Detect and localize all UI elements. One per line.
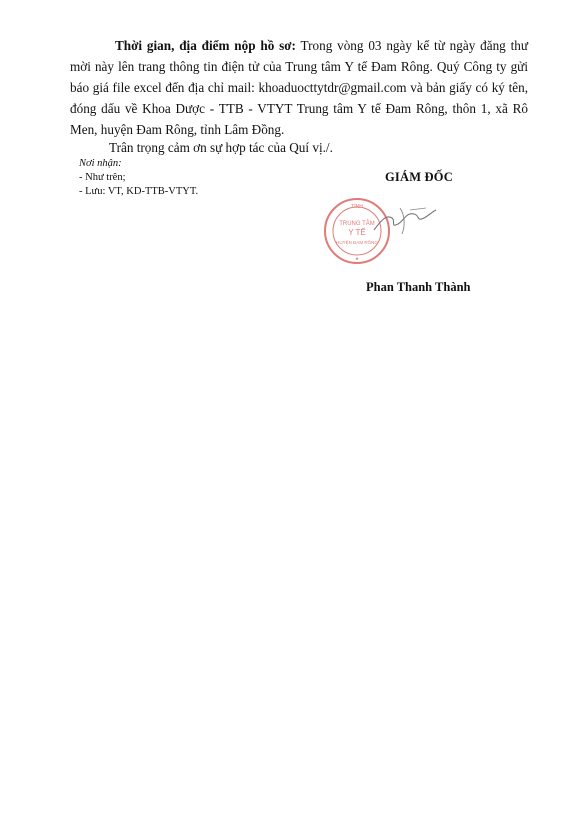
- thanks-line: Trân trọng cảm ơn sự hợp tác của Quí vị./.: [109, 140, 333, 155]
- recipient-item: - Lưu: VT, KD-TTB-VTYT.: [79, 186, 199, 197]
- para-body: Trong vòng 03 ngày kể từ ngày đăng thư mời này lên trang thông tin điện tử của Trung tâm Y tế Đam Rông. Quý Công ty gửi báo giá file excel đến địa chỉ mail: khoaduocttytdr@gmail.com và bản giấy có ký tên, đóng dấu về Khoa Dược - TTB - VTYT Trung tâm Y tế Đam Rông, thôn 1, xã Rô Men, huyện Đam Rông, tỉnh Lâm Đồng.: [70, 38, 528, 137]
- recipient-item: - Như trên;: [79, 172, 126, 183]
- submission-paragraph: [70, 35, 528, 140]
- svg-text:TỈNH: TỈNH: [351, 204, 363, 210]
- position-title: GIÁM ĐỐC: [385, 170, 453, 184]
- para-heading: Thời gian, địa điểm nộp hồ sơ:: [115, 38, 296, 53]
- svg-text:HUYỆN ĐAM RÔNG: HUYỆN ĐAM RÔNG: [336, 240, 378, 245]
- signature-icon: [370, 200, 440, 240]
- signer-name: Phan Thanh Thành: [366, 280, 471, 294]
- svg-text:Y TẾ: Y TẾ: [348, 228, 366, 237]
- recipients-block: [79, 157, 198, 199]
- svg-text:★: ★: [354, 256, 360, 261]
- svg-text:TRUNG TÂM: TRUNG TÂM: [339, 221, 375, 227]
- recipients-title: Nơi nhận:: [79, 158, 122, 169]
